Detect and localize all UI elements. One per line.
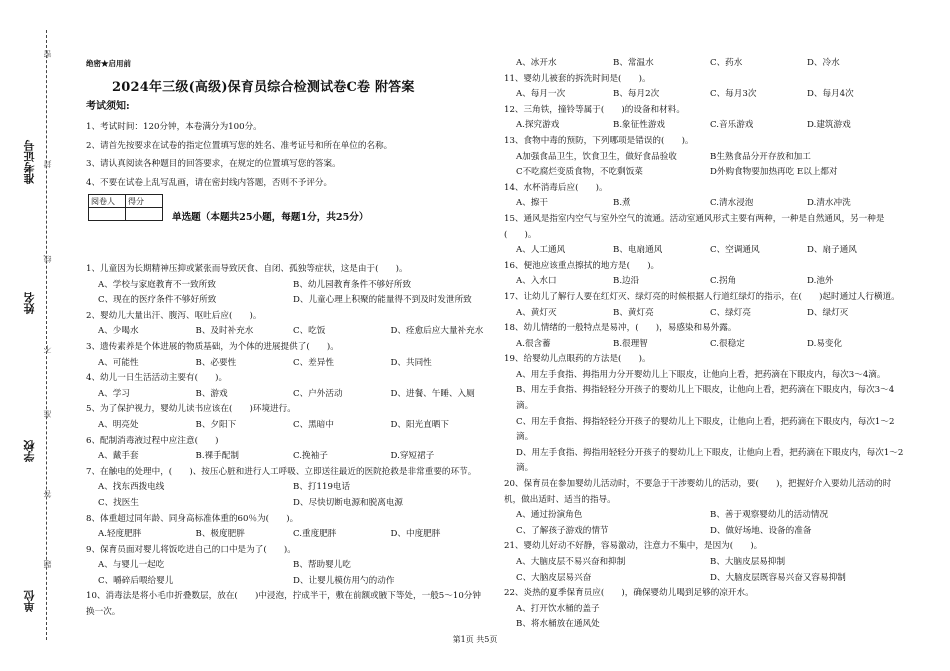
answer-option: B、善于观察婴幼儿的活动情况 — [710, 510, 829, 521]
answer-option: B、大脑皮层易抑制 — [710, 557, 786, 567]
answer-option: A、少喝水 — [98, 326, 139, 337]
option-row — [86, 324, 488, 340]
answer-option: B生熟食品分开存放和加工 — [710, 151, 811, 162]
answer-option: A、人工通风 — [516, 245, 566, 256]
notice-item: 4、不要在试卷上乱写乱画，请在密封线内答题，否则不予评分。 — [86, 178, 333, 188]
answer-option: C、差异性 — [293, 357, 334, 368]
right-questions — [504, 56, 904, 633]
answer-option: B、用左手食指、拇指轻轻分开孩子的婴幼儿上下眼皮，让他向上看，把药滴在下眼皮内，每次3～4滴。 — [516, 385, 895, 412]
answer-option: D、痊愈后应大量补充水 — [390, 326, 484, 337]
option-row — [504, 383, 904, 414]
score-box-reviewer: 阅卷人 — [89, 195, 126, 208]
option-row — [86, 480, 488, 496]
answer-option: A.轻度肥胖 — [98, 529, 142, 540]
option-row — [504, 571, 904, 587]
answer-option: A、找东西拨电线 — [98, 482, 165, 493]
option-row — [86, 278, 488, 294]
question-stem: 19、给婴幼儿点眼药的方法是( )。 — [504, 354, 651, 365]
option-row — [504, 243, 904, 259]
option-row — [504, 118, 904, 134]
question-stem: 5、为了保护视力，婴幼儿读书应该在( )环境进行。 — [86, 404, 296, 415]
answer-option: C.拐角 — [710, 276, 737, 287]
answer-option: C、空调通风 — [710, 245, 760, 256]
option-row — [504, 306, 904, 322]
section-heading: 单选题（本题共25小题，每题1分，共25分） — [172, 212, 369, 223]
secret-label: 绝密★启用前 — [86, 59, 131, 68]
option-row — [86, 558, 488, 574]
answer-option: C.很稳定 — [710, 338, 745, 349]
answer-option: C、黑暗中 — [293, 419, 334, 430]
answer-option: A、大脑皮层不易兴奋和抑制 — [516, 557, 626, 567]
option-row — [86, 387, 488, 403]
option-row — [86, 574, 488, 590]
answer-option: C.重度肥胖 — [293, 529, 337, 540]
answer-option: B、幼儿园教育条件不够好所致 — [293, 279, 412, 290]
answer-option: C.清水浸泡 — [710, 198, 754, 209]
page-footer: 第1页 共5页 — [452, 635, 498, 644]
answer-option: D、尽快切断电源和脱离电源 — [293, 497, 404, 508]
option-row — [504, 87, 904, 103]
left-questions — [86, 262, 488, 621]
option-row — [86, 527, 488, 543]
question-stem: 15、通风是指室内空气与室外空气的流通。活动室通风形式主要有两种，一种是自然通风，另一种是( )。 — [504, 213, 885, 240]
question-stem: 21、婴幼儿好动不好静，容易激动，注意力不集中，是因为( )。 — [504, 541, 763, 552]
answer-option: C、吃饭 — [293, 326, 326, 337]
option-row — [504, 150, 904, 166]
answer-option: D、冷水 — [807, 58, 840, 68]
answer-option: D.易变化 — [807, 338, 843, 349]
option-row — [86, 356, 488, 372]
option-row — [504, 602, 904, 618]
answer-option: A加强食品卫生，饮食卫生，做好食品验收 — [516, 151, 677, 162]
answer-option: D、做好场地、设备的准备 — [710, 525, 812, 536]
question-stem: 6、配制消毒液过程中应注意( ) — [86, 435, 219, 446]
answer-option: B.煮 — [613, 198, 631, 209]
notice-item: 2、请首先按要求在试卷的指定位置填写您的姓名、准考证号和所在单位的名称。 — [86, 141, 393, 151]
answer-option: D.池外 — [807, 276, 834, 287]
answer-option: A、与婴儿一起吃 — [98, 560, 165, 571]
answer-option: C、用左手食指、拇指轻轻分开孩子的婴幼儿上下眼皮，让他向上看，把药滴在下眼皮内，每次1～2滴。 — [516, 416, 895, 443]
field-name: 姓名 — [23, 292, 36, 314]
answer-option: D、进餐、午睡、入厕 — [390, 388, 475, 399]
answer-option: A、擦干 — [516, 198, 548, 209]
seal-mark: 密 — [43, 50, 52, 58]
page-title: 2024年三级(高级)保育员综合检测试卷C卷 附答案 — [112, 80, 415, 95]
option-row — [504, 508, 904, 524]
option-row — [504, 524, 904, 540]
seal-mark: 封 — [43, 160, 52, 168]
question-stem: 3、遗传素养是个体进展的物质基础，为个体的进展提供了( )。 — [86, 341, 339, 352]
option-row — [504, 196, 904, 212]
answer-option: C、药水 — [710, 58, 743, 68]
answer-option: B、将水桶放在通风处 — [516, 619, 600, 630]
option-row — [86, 293, 488, 309]
answer-option: A、每月一次 — [516, 89, 566, 100]
question-stem: 12、三角铁，撞铃等属于( )的设备和材料。 — [504, 104, 685, 115]
notice-item: 3、请认真阅读各种题目的回答要求，在规定的位置填写您的答案。 — [86, 159, 341, 169]
answer-option: A、可能性 — [98, 357, 139, 368]
answer-option: B.象征性游戏 — [613, 120, 666, 131]
score-box-cell — [126, 208, 163, 221]
answer-option: D.建筑游戏 — [807, 120, 851, 131]
question-stem: 2、婴幼儿大量出汗、腹泻、呕吐后应( )。 — [86, 310, 262, 321]
question-stem: 7、在触电的处理中，( )、按压心脏和进行人工呼吸、立即送往最近的医院抢救是非常重要的环节。 — [86, 466, 477, 477]
score-box-cell — [89, 208, 126, 221]
option-row — [504, 368, 904, 384]
option-row — [504, 274, 904, 290]
option-row — [504, 446, 904, 477]
question-stem: 22、炎热的夏季保育员应( )，确保婴幼儿喝到足够的凉开水。 — [504, 588, 754, 599]
question-stem: 13、食物中毒的预防，下列哪项是错误的( )。 — [504, 135, 694, 146]
seal-mark: 线 — [43, 255, 52, 263]
answer-option: D.清水冲洗 — [807, 198, 851, 209]
option-row — [86, 496, 488, 512]
answer-option: C、户外活动 — [293, 388, 343, 399]
question-stem: 16、便池应该重点擦拭的地方是( )。 — [504, 260, 660, 271]
option-row — [86, 449, 488, 465]
question-stem: 1、儿童因为长期精神压抑或紧张而导致厌食、自闭、孤独等症状，这是由于( )。 — [86, 264, 408, 274]
question-stem: 8、体重超过同年龄、同身高标准体重的60％为( )。 — [86, 513, 299, 524]
field-school: 学校 — [23, 440, 36, 462]
answer-option: B、黄灯亮 — [613, 307, 654, 318]
option-row — [504, 337, 904, 353]
notice-heading: 考试须知: — [86, 101, 130, 112]
question-stem: 11、婴幼儿被套的拆洗时间是( )。 — [504, 73, 651, 84]
question-stem: 9、保育员面对婴儿将饭吃进自己的口中是为了( )。 — [86, 544, 296, 555]
answer-option: B、极度肥胖 — [195, 529, 245, 540]
answer-option: C、现在的医疗条件不够好所致 — [98, 295, 217, 306]
answer-option: A、学校与家庭教育不一致所致 — [98, 279, 216, 290]
answer-option: A、入水口 — [516, 276, 557, 287]
question-stem: 17、让幼儿了解行人要在红灯灭、绿灯亮的时候根据人行道红绿灯的指示，在( )起时通过人行横道。 — [504, 291, 900, 302]
answer-option: B、夕阳下 — [195, 419, 237, 430]
answer-option: A.探究游戏 — [516, 120, 560, 131]
answer-option: B、每月2次 — [613, 89, 660, 100]
option-row — [504, 617, 904, 633]
score-box-score: 得分 — [126, 195, 163, 208]
answer-option: D、儿童心理上积聚的能量得不到及时发泄所致 — [293, 295, 472, 306]
answer-option: D、扇子通风 — [807, 245, 857, 256]
question-stem: 4、幼儿一日生活活动主要有( )。 — [86, 373, 228, 384]
question-stem: 14、水杯消毒后应( )。 — [504, 182, 608, 193]
answer-option: A、通过扮演角色 — [516, 510, 583, 521]
answer-option: C、了解孩子游戏的情节 — [516, 525, 609, 536]
question-stem: 20、保育员在参加婴幼儿活动时，不要急于干涉婴幼儿的活动，要( )，把握好介入要幼儿活动的时机，做出适时、适当的指导。 — [504, 479, 892, 505]
answer-option: C.音乐游戏 — [710, 120, 754, 131]
answer-option: B、游戏 — [195, 388, 228, 399]
seal-mark: 不 — [43, 345, 52, 353]
answer-option: B、打119电话 — [293, 482, 351, 493]
answer-option: B、必要性 — [195, 357, 237, 368]
answer-option: A、学习 — [98, 388, 130, 399]
answer-option: D、绿灯灭 — [807, 307, 849, 318]
seal-mark: 答 — [43, 490, 52, 498]
question-stem: 10、消毒法是将小毛巾折叠数层，放在( )中浸泡，拧成半干，敷在前额或腋下等处，一般5～10分钟换一次。 — [86, 591, 481, 618]
answer-option: B、常温水 — [613, 58, 654, 68]
answer-option: C、每月3次 — [710, 89, 757, 100]
answer-option: C、大脑皮层易兴奋 — [516, 572, 592, 583]
answer-option: D外购食物要加热再吃 E以上都对 — [710, 167, 838, 178]
answer-option: C、绿灯亮 — [710, 307, 751, 318]
notice-item: 1、考试时间：120分钟，本卷满分为100分。 — [86, 122, 262, 132]
answer-option: C、嚼碎后喂给婴儿 — [98, 575, 174, 586]
answer-option: D、大脑皮层既容易兴奋又容易抑制 — [710, 572, 846, 583]
answer-option: B.边沿 — [613, 276, 640, 287]
option-row — [504, 415, 904, 446]
answer-option: D、中度肥胖 — [390, 529, 441, 540]
score-box — [88, 194, 163, 221]
seal-mark: 准 — [43, 410, 52, 418]
answer-option: B、及时补充水 — [195, 326, 254, 337]
option-row — [504, 56, 904, 72]
answer-option: A、黄灯灭 — [516, 307, 557, 318]
answer-option: A、明亮处 — [98, 419, 139, 430]
answer-option: B、帮助婴儿吃 — [293, 560, 351, 571]
answer-option: A.很含蓄 — [516, 338, 551, 349]
answer-option: A、打开饮水桶的盖子 — [516, 603, 600, 614]
answer-option: A、用左手食指、拇指用力分开婴幼儿上下眼皮，让他向上看，把药滴在下眼皮内，每次3～4滴。 — [516, 369, 886, 380]
answer-option: B.裸手配制 — [195, 451, 239, 462]
answer-option: A、冰开水 — [516, 58, 557, 68]
answer-option: D、共同性 — [390, 357, 432, 368]
field-unit: 单位 — [23, 590, 36, 612]
answer-option: C、找医生 — [98, 497, 139, 508]
answer-option: D、每月4次 — [807, 89, 854, 100]
question-stem: 18、幼儿情绪的一般特点是易冲，( )，易感染和易外露。 — [504, 323, 737, 334]
answer-option: B.很理智 — [613, 338, 648, 349]
binding-strip — [0, 0, 70, 671]
field-exam-number: 准考证号 — [23, 140, 36, 184]
answer-option: D、让婴儿模仿用勺的动作 — [293, 575, 395, 586]
answer-option: D、阳光直晒下 — [390, 419, 449, 430]
answer-option: D、用左手食指、拇指用轻轻分开孩子的婴幼儿上下眼皮，让他向上看，把药滴在下眼皮内，每次1～2滴。 — [516, 447, 904, 474]
option-row — [504, 165, 904, 181]
option-row — [86, 418, 488, 434]
answer-option: C不吃腐烂变质食物，不吃剩饭菜 — [516, 167, 643, 178]
answer-option: C.挽袖子 — [293, 451, 328, 462]
answer-option: B、电扇通风 — [613, 245, 663, 256]
answer-option: D.穿短裙子 — [390, 451, 435, 462]
option-row — [504, 555, 904, 571]
seal-mark: 题 — [43, 560, 52, 568]
answer-option: A、戴手套 — [98, 451, 139, 462]
seal-line — [46, 30, 47, 640]
